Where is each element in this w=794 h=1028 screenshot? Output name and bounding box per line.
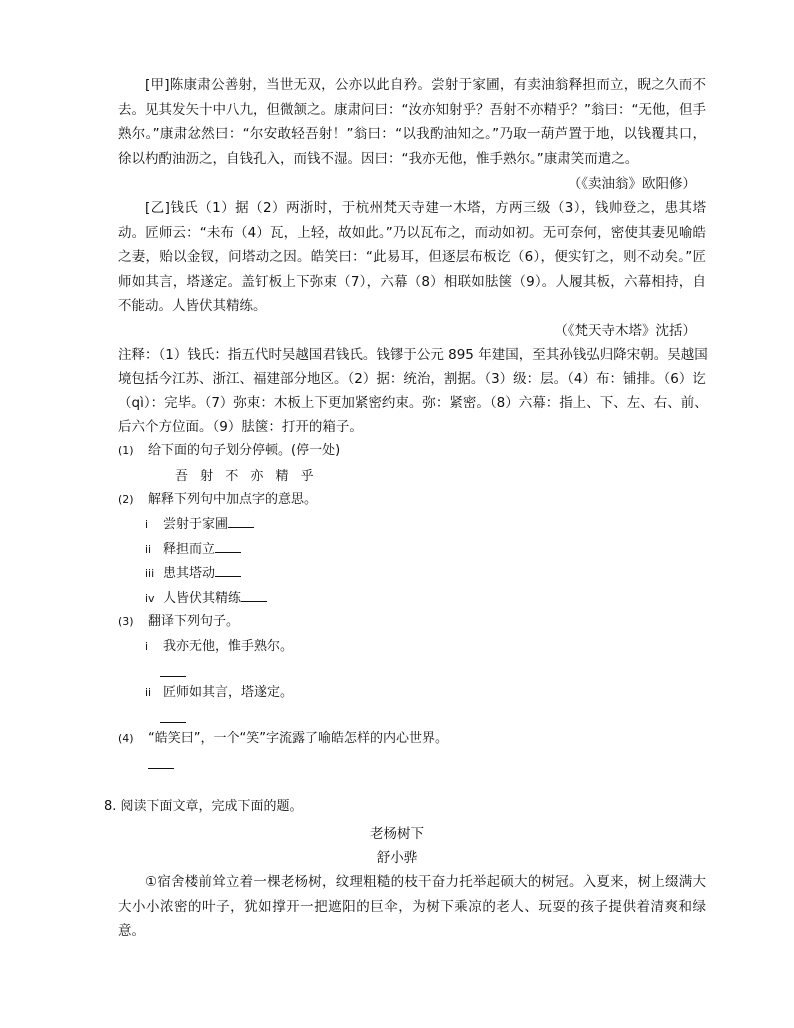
question-3-item <box>145 682 293 704</box>
question-2-item <box>145 588 267 610</box>
question-3-item <box>145 636 293 658</box>
item-text: 人皆伏其精练 <box>163 591 242 606</box>
annotations: 注释：（1）钱氏：指五代时吴越国君钱氏。钱镠于公元 895 年建国，至其孙钱弘归降宋朝。吴越国境包括今江苏、浙江、福建部分地区。（2）据：统治，割据。（3）级：层。（4）布：铺排。（6）讫（qì）：完毕。（7）弥束：木板上下更加紧密约束。弥：紧密。（8）六幕：指上、下、左、右、前、后六个方位面。（9）胠箧：打开的箱子。 <box>118 347 708 435</box>
item-text: 我亦无他，惟手熟尔。 <box>163 639 294 654</box>
passage-yi-source: （《梵天寺木塔》沈括） <box>554 323 696 339</box>
article-author: 舒小骅 <box>376 850 418 866</box>
item-text: 尝射于家圃 <box>163 517 229 532</box>
item-numeral: i <box>145 518 149 531</box>
item-numeral: i <box>145 640 149 653</box>
answer-blank[interactable] <box>228 527 254 528</box>
question-number: (2) <box>118 493 134 506</box>
question-number: (1) <box>118 444 134 457</box>
section-number: 8. <box>104 799 117 814</box>
question-text: “皓笑曰”，一个“笑”字流露了喻皓怎样的内心世界。 <box>148 731 448 746</box>
question-4 <box>118 728 448 750</box>
item-numeral: ii <box>145 543 152 556</box>
item-text: 释担而立 <box>163 542 216 557</box>
section-8-header <box>104 795 303 814</box>
passage-jia: [甲]陈康肃公善射，当世无双，公亦以此自矜。尝射于家圃，有卖油翁释担而立，睨之久而不去。见其发矢十中八九，但微颔之。康肃问曰：“汝亦知射乎？吾射不亦精乎？”翁曰：“无他，但手熟尔。”康肃忿然曰：“尔安敢轻吾射！”翁曰：“以我酌油知之。”乃取一葫芦置于地，以钱覆其口，徐以杓酌油沥之，自钱孔入，而钱不湿。因曰：“我亦无他，惟手熟尔。”康肃笑而遣之。 <box>118 77 706 167</box>
question-2 <box>118 489 317 511</box>
item-text: 匠师如其言，塔遂定。 <box>163 685 294 700</box>
segment-sentence: 吾 射 不 亦 精 乎 <box>175 469 318 484</box>
answer-blank[interactable] <box>160 662 186 677</box>
item-text: 患其塔动 <box>163 566 216 581</box>
passage-jia-source: （《卖油翁》欧阳修） <box>567 176 696 192</box>
item-numeral: iii <box>145 567 155 580</box>
answer-blank[interactable] <box>215 552 241 553</box>
question-3 <box>118 611 239 633</box>
answer-blank[interactable] <box>160 708 186 723</box>
section-instruction: 阅读下面文章，完成下面的题。 <box>120 799 303 814</box>
passage-yi: [乙]钱氏（1）据（2）两浙时，于杭州梵天寺建一木塔，方两三级（3），钱帅登之，患其塔动。匠师云：“未布（4）瓦，上轻，故如此。”乃以瓦布之，而动如初。无可奈何，密使其妻见喻皓之妻，贻以金钗，问塔动之因。皓笑曰：“此易耳，但逐层布板讫（6），便实钉之，则不动矣。”匠师如其言，塔遂定。盖钉板上下弥束（7），六幕（8）相联如胠箧（9）。人履其板，六幕相持，自不能动。人皆伏其精练。 <box>118 200 706 314</box>
question-1 <box>118 440 340 462</box>
item-numeral: ii <box>145 686 152 699</box>
question-text: 解释下列句中加点字的意思。 <box>148 492 318 507</box>
question-number: (4) <box>118 732 134 745</box>
question-number: (3) <box>118 615 134 628</box>
article-title: 老杨树下 <box>370 826 424 842</box>
answer-blank[interactable] <box>241 601 267 602</box>
question-text: 翻译下列句子。 <box>148 614 240 629</box>
article-paragraph: ①宿舍楼前耸立着一棵老杨树，纹理粗糙的枝干奋力托举起硕大的树冠。入夏来，树上缀满大大小小浓密的叶子，犹如撑开一把遮阳的巨伞，为树下乘凉的老人、玩耍的孩子提供着清爽和绿意。 <box>118 874 706 939</box>
item-numeral: iv <box>145 592 155 605</box>
question-2-item <box>145 563 241 585</box>
question-2-item <box>145 514 254 536</box>
question-2-item <box>145 539 241 561</box>
answer-blank[interactable] <box>148 754 174 769</box>
question-text: 给下面的句子划分停顿。(停一处) <box>148 443 341 458</box>
answer-blank[interactable] <box>215 576 241 577</box>
